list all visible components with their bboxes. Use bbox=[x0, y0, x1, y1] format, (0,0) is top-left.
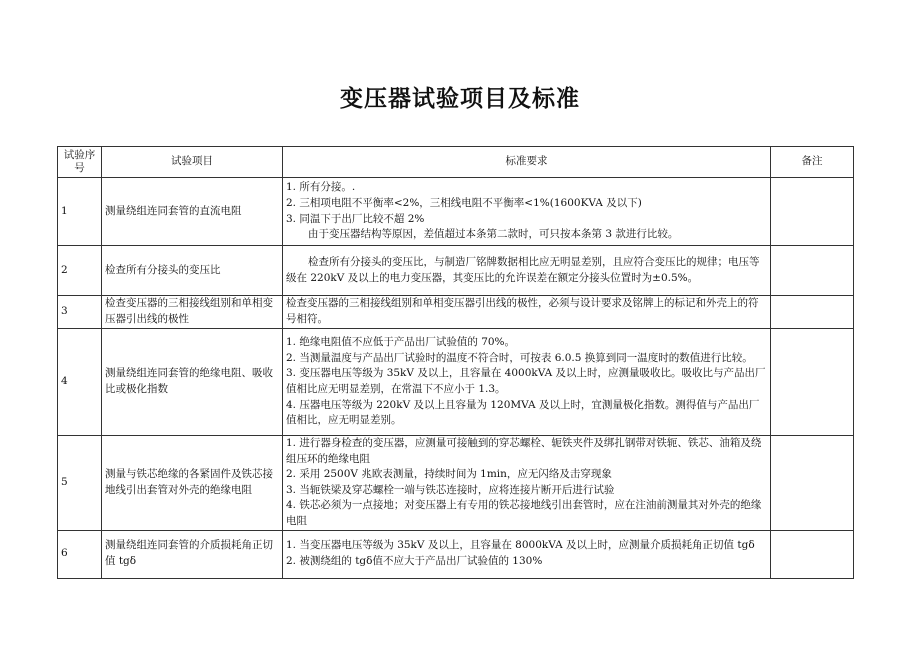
remark-cell bbox=[771, 246, 854, 296]
standard-line: 3. 同温下于出厂比较不超 2% bbox=[286, 212, 425, 225]
header-standard: 标准要求 bbox=[283, 147, 771, 178]
row-number: 3 bbox=[58, 296, 102, 329]
test-item: 测量绕组连同套管的直流电阻 bbox=[102, 178, 283, 246]
test-item: 测量绕组连同套管的介质损耗角正切值 tgδ bbox=[102, 530, 283, 578]
table-row bbox=[58, 178, 854, 246]
header-seq: 试验序号 bbox=[58, 147, 102, 178]
standard-cell bbox=[283, 436, 771, 531]
remark-cell bbox=[771, 178, 854, 246]
table-header-row bbox=[58, 147, 854, 178]
row-number: 1 bbox=[58, 178, 102, 246]
row-number: 5 bbox=[58, 436, 102, 531]
table-row bbox=[58, 436, 854, 531]
standard-line: 1. 所有分接。. bbox=[286, 181, 356, 194]
standard-line: 4. 压器电压等级为 220kV 及以上且容量为 120MVA 及以上时，宜测量极化指数。测得值与产品出厂值相比，应无明显差别。 bbox=[286, 398, 760, 427]
test-item: 检查所有分接头的变压比 bbox=[102, 246, 283, 296]
remark-cell bbox=[771, 436, 854, 531]
standard-line: 检查变压器的三相接线组别和单相变压器引出线的极性，必须与设计要求及铭牌上的标记和外壳上的符号相符。 bbox=[286, 297, 759, 325]
page-title: 变压器试验项目及标准 bbox=[340, 86, 580, 112]
table-row bbox=[58, 530, 854, 578]
table-row bbox=[58, 246, 854, 296]
row-number: 6 bbox=[58, 530, 102, 578]
test-item: 检查变压器的三相接线组别和单相变压器引出线的极性 bbox=[102, 296, 283, 329]
test-item: 测量绕组连同套管的绝缘电阻、吸收比或极化指数 bbox=[102, 329, 283, 436]
standard-line: 3. 当轭铁梁及穿芯螺栓一端与铁芯连接时，应将连接片断开后进行试验 bbox=[286, 483, 615, 496]
row-number: 2 bbox=[58, 246, 102, 296]
remark-cell bbox=[771, 530, 854, 578]
standard-cell bbox=[283, 296, 771, 329]
standard-line: 2. 被测绕组的 tgδ值不应大于产品出厂试验值的 130% bbox=[286, 555, 543, 568]
header-remark: 备注 bbox=[771, 147, 854, 178]
standard-line: 检查所有分接头的变压比，与制造厂铭牌数据相比应无明显差别，且应符合变压比的规律；电压等级在 220kV 及以上的电力变压器，其变压比的允许误差在额定分接头位置时为±0.5%。 bbox=[286, 255, 760, 284]
row-number: 4 bbox=[58, 329, 102, 436]
standard-line: 1. 当变压器电压等级为 35kV 及以上，且容量在 8000kVA 及以上时，应测量介质损耗角正切值 tgδ bbox=[286, 539, 755, 552]
standard-line: 4. 铁芯必须为一点接地；对变压器上有专用的铁芯接地线引出套管时，应在注油前测量其对外壳的绝缘电阻 bbox=[286, 499, 762, 527]
standard-line: 1. 绝缘电阻值不应低于产品出厂试验值的 70%。 bbox=[286, 336, 516, 349]
standard-cell bbox=[283, 178, 771, 246]
standard-cell bbox=[283, 329, 771, 436]
standard-line: 由于变压器结构等原因，差值超过本条第二款时，可只按本条第 3 款进行比较。 bbox=[308, 228, 679, 241]
standard-line: 2. 当测量温度与产品出厂试验时的温度不符合时，可按表 6.0.5 换算到同一温度时的数值进行比较。 bbox=[286, 351, 753, 364]
standard-cell bbox=[283, 246, 771, 296]
standard-line: 2. 采用 2500V 兆欧表测量，持续时间为 1min，应无闪络及击穿现象 bbox=[286, 468, 612, 481]
header-item: 试验项目 bbox=[102, 147, 283, 178]
standard-line: 1. 进行器身检查的变压器，应测量可接触到的穿芯螺栓、轭铁夹件及绑扎钢带对铁轭、铁芯、油箱及绕组压环的绝缘电阻 bbox=[286, 437, 762, 465]
table-row bbox=[58, 296, 854, 329]
standard-line: 2. 三相项电阻不平衡率<2%，三相线电阻不平衡率<1%(1600KVA 及以下) bbox=[286, 196, 642, 209]
table-row bbox=[58, 329, 854, 436]
remark-cell bbox=[771, 329, 854, 436]
standards-table bbox=[57, 146, 854, 579]
standard-cell bbox=[283, 530, 771, 578]
standard-line: 3. 变压器电压等级为 35kV 及以上，且容量在 4000kVA 及以上时，应测量吸收比。吸收比与产品出厂值相比应无明显差别，在常温下不应小于 1.3。 bbox=[286, 367, 766, 395]
test-item: 测量与铁芯绝缘的各紧固件及铁芯接地线引出套管对外壳的绝缘电阻 bbox=[102, 436, 283, 531]
remark-cell bbox=[771, 296, 854, 329]
